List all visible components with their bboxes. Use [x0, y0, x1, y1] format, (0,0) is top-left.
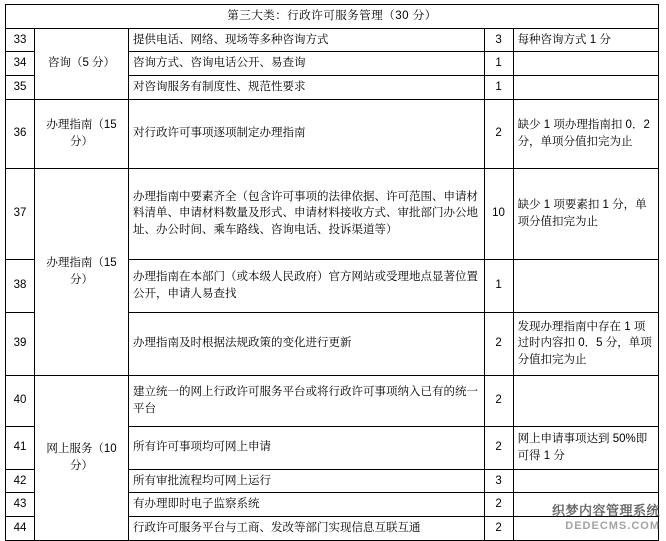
row-item: 提供电话、网络、现场等多种咨询方式	[128, 28, 484, 52]
row-score: 2	[484, 517, 513, 541]
scoring-table	[5, 4, 659, 541]
row-item: 建立统一的网上行政许可服务平台或将行政许可事项纳入已有的统一平台	[128, 375, 484, 426]
row-score: 10	[484, 168, 513, 259]
table-row	[6, 28, 659, 52]
watermark-sub-text: DEDECMS.COM	[565, 520, 660, 532]
row-number: 40	[6, 375, 35, 426]
row-item: 行政许可服务平台与工商、发改等部门实现信息互联互通	[128, 517, 484, 541]
row-category: 网上服务（10 分）	[35, 375, 129, 540]
row-note	[513, 493, 658, 517]
row-item: 咨询方式、咨询电话公开、易查询	[128, 52, 484, 76]
row-number: 39	[6, 312, 35, 375]
row-category: 办理指南（15 分）	[35, 99, 129, 168]
row-score: 3	[484, 469, 513, 493]
row-item: 有办理即时电子监察系统	[128, 493, 484, 517]
table-header-row	[6, 5, 659, 29]
row-note: 缺少 1 项要素扣 1 分，单项分值扣完为止	[513, 168, 658, 259]
row-score: 2	[484, 99, 513, 168]
row-note: 每种咨询方式 1 分	[513, 28, 658, 52]
row-number: 41	[6, 426, 35, 469]
row-number: 34	[6, 52, 35, 76]
table-row	[6, 375, 659, 426]
row-number: 38	[6, 259, 35, 312]
row-item: 办理指南及时根据法规政策的变化进行更新	[128, 312, 484, 375]
row-number: 35	[6, 76, 35, 100]
row-note	[513, 76, 658, 100]
row-number: 44	[6, 517, 35, 541]
row-note	[513, 469, 658, 493]
row-category: 办理指南（15 分）	[35, 168, 129, 375]
row-item: 对行政许可事项逐项制定办理指南	[128, 99, 484, 168]
row-number: 43	[6, 493, 35, 517]
row-note: 发现办理指南中存在 1 项过时内容扣 0．5 分，单项分值扣完为止	[513, 312, 658, 375]
row-score: 2	[484, 493, 513, 517]
watermark-main-text: 织梦内容管理系统	[551, 503, 660, 518]
row-item: 所有审批流程均可网上运行	[128, 469, 484, 493]
row-note: 网上申请事项达到 50%即可得 1 分	[513, 426, 658, 469]
row-item: 所有许可事项均可网上申请	[128, 426, 484, 469]
row-score: 2	[484, 312, 513, 375]
row-number: 33	[6, 28, 35, 52]
row-note	[513, 259, 658, 312]
table-header-title: 第三大类：行政许可服务管理（30 分）	[6, 5, 659, 29]
row-score: 3	[484, 28, 513, 52]
row-score: 1	[484, 259, 513, 312]
row-item: 办理指南在本部门（或本级人民政府）官方网站或受理地点显著位置公开，申请人易查找	[128, 259, 484, 312]
row-category: 咨询（5 分）	[35, 28, 129, 99]
row-item: 对咨询服务有制度性、规范性要求	[128, 76, 484, 100]
row-number: 42	[6, 469, 35, 493]
row-note	[513, 517, 658, 541]
row-score: 1	[484, 52, 513, 76]
table-row	[6, 168, 659, 259]
row-item: 办理指南中要素齐全（包含许可事项的法律依据、许可范围、申请材料清单、申请材料数量及形式、申请材料接收方式、审批部门办公地址、办公时间、乘车路线、咨询电话、投诉渠道等）	[128, 168, 484, 259]
row-note	[513, 375, 658, 426]
row-note	[513, 52, 658, 76]
row-note: 缺少 1 项办理指南扣 0．2 分，单项分值扣完为止	[513, 99, 658, 168]
row-score: 2	[484, 426, 513, 469]
row-score: 1	[484, 76, 513, 100]
row-number: 36	[6, 99, 35, 168]
row-score: 2	[484, 375, 513, 426]
row-number: 37	[6, 168, 35, 259]
table-row	[6, 99, 659, 168]
